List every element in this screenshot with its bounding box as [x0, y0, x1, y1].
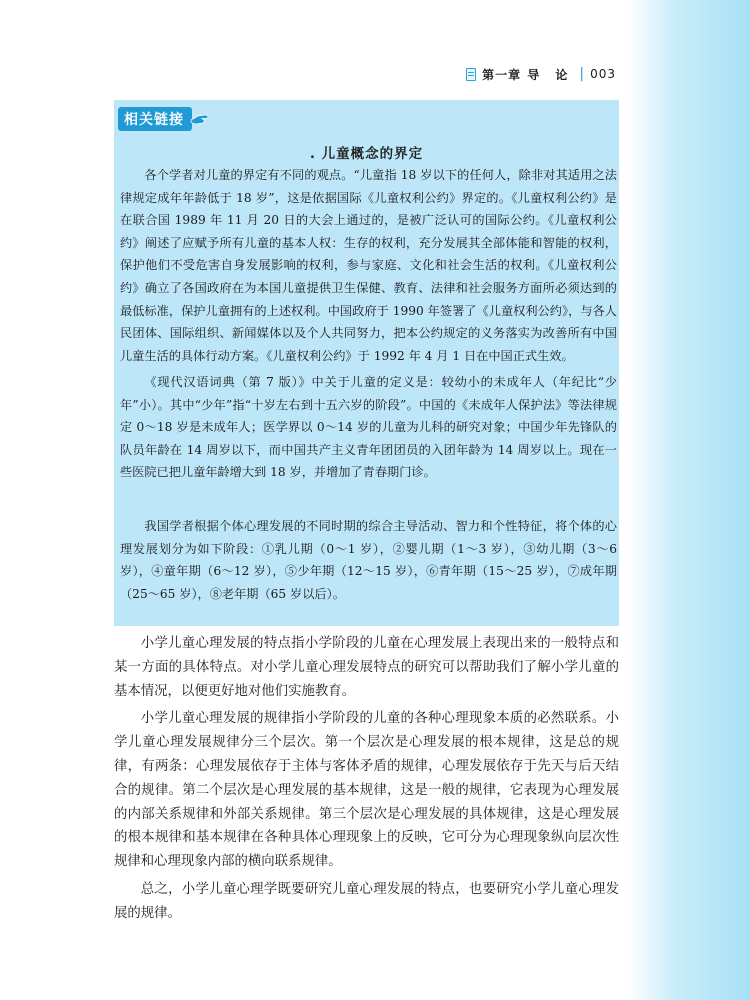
- box-paragraph: [120, 164, 617, 367]
- chapter-label: 第一章: [482, 67, 522, 82]
- body-paragraph-1: 小学儿童心理发展的特点指小学阶段的儿童在心理发展上表现出来的一般特点和某一方面的具体特点。对小学儿童心理发展特点的研究可以帮助我们了解小学儿童的基本情况，以便更好地对他们实施教育。: [114, 636, 619, 699]
- box-title: . 儿童概念的界定: [309, 146, 424, 162]
- related-link-box: [114, 100, 619, 626]
- page-number: 003: [590, 67, 616, 81]
- box-paragraph-2: 《现代汉语词典（第 7 版）》中关于儿童的定义是：较幼小的未成年人（年纪比“少年”小）。其中“少年”指“十岁左右到十五六岁的阶段”。中国的《未成年人保护法》等法律规定 0～18 岁是未成年人；医学界以 0～14 岁的儿童为儿科的研究对象；中国少年先锋队的队员年龄在 14 周岁以下，而中国共产主义青年团团员的入团年龄为 14 周岁以上。现在一些医院已把儿童年龄增大到 18 岁，并增加了青春期门诊。: [120, 375, 617, 480]
- book-icon: [466, 68, 476, 81]
- page-edge-band: [628, 0, 750, 1000]
- body-text: [114, 632, 619, 926]
- related-link-tag: [118, 107, 210, 131]
- related-link-label: 相关链接: [118, 107, 192, 131]
- running-header: [466, 64, 616, 84]
- box-paragraph-1: 各个学者对儿童的界定有不同的观点。“儿童指 18 岁以下的任何人，除非对其适用之法律规定成年年龄低于 18 岁”，这是依据国际《儿童权利公约》界定的。《儿童权利公约》是在联合国 1989 年 11 月 20 日的大会上通过的，是被广泛认可的国际公约。《儿童权利公约》阐述了应赋予所有儿童的基本人权：生存的权利，充分发展其全部体能和智能的权利，保护他们不受危害自身发展影响的权利，参与家庭、文化和社会生活的权利。《儿童权利公约》确立了各国政府在为本国儿童提供卫生保健、教育、法律和社会服务方面所必须达到的最低标准，保护儿童拥有的上述权利。中国政府于 1990 年签署了《儿童权利公约》，与各人民团体、国际组织、新闻媒体以及个人共同努力，把本公约规定的义务落实为改善所有中国儿童生活的具体行动方案。《儿童权利公约》于 1992 年 4 月 1 日在中国正式生效。: [120, 168, 617, 363]
- box-paragraph: [120, 515, 617, 605]
- hand-pointer-icon: [190, 111, 210, 127]
- chapter-title: 导 论: [527, 67, 574, 82]
- body-paragraph-2: 小学儿童心理发展的规律指小学阶段的儿童的各种心理现象本质的必然联系。小学儿童心理发展规律分三个层次。第一个层次是心理发展的根本规律，这是总的规律，有两条：心理发展依存于主体与客体矛盾的规律，心理发展依存于先天与后天结合的规律。第二个层次是心理发展的基本规律，这是一般的规律，它表现为心理发展的内部关系规律和外部关系规律。第三个层次是心理发展的具体规律，这是心理发展的根本规律和基本规律在各种具体心理现象上的反映，它可分为心理现象纵向层次性规律和心理现象内部的横向联系规律。: [114, 711, 619, 870]
- box-paragraph-3: 我国学者根据个体心理发展的不同时期的综合主导活动、智力和个性特征，将个体的心理发展划分为如下阶段：①乳儿期（0～1 岁），②婴儿期（1～3 岁），③幼儿期（3～6 岁），④童年期（6～12 岁），⑤少年期（12～15 岁），⑥青年期（15～25 岁），⑦成年期（25～65 岁），⑧老年期（65 岁以后）。: [120, 519, 617, 601]
- box-paragraph: [120, 371, 617, 484]
- body-paragraph-3: 总之，小学儿童心理学既要研究儿童心理发展的特点，也要研究小学儿童心理发展的规律。: [114, 881, 619, 921]
- header-separator: |: [579, 66, 585, 82]
